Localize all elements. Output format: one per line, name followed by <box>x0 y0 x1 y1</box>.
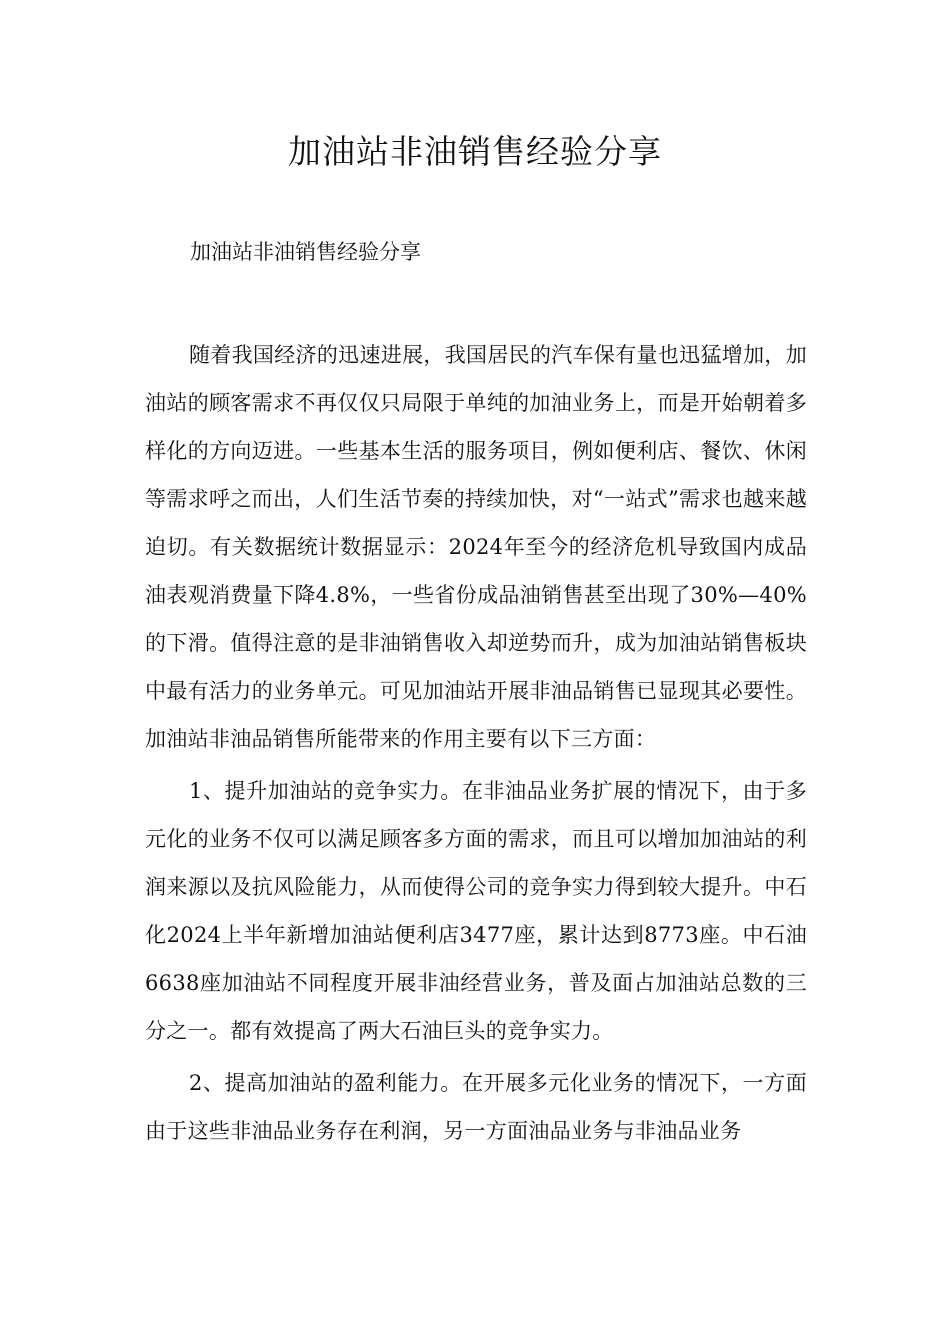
document-title: 加油站非油销售经验分享 <box>288 132 662 171</box>
paragraph-point-2: 2、提高加油站的盈利能力。在开展多元化业务的情况下，一方面由于这些非油品业务存在利润，另一方面油品业务与非油品业务 <box>145 1071 807 1143</box>
paragraph-intro: 随着我国经济的迅速进展，我国居民的汽车保有量也迅猛增加，加油站的顾客需求不再仅仅只局限于单纯的加油业务上，而是开始朝着多样化的方向迈进。一些基本生活的服务项目，例如便利店、餐饮、休闲等需求呼之而出，人们生活节奏的持续加快，对“一站式”需求也越来越迫切。有关数据统计数据显示：2024年至今的经济危机导致国内成品油表观消费量下降4.8%，一些省份成品油销售甚至出现了30%—40%的下滑。值得注意的是非油销售收入却逆势而升，成为加油站销售板块中最有活力的业务单元。可见加油站开展非油品销售已显现其必要性。加油站非油品销售所能带来的作用主要有以下三方面： <box>145 343 807 751</box>
document-subtitle: 加油站非油销售经验分享 <box>190 240 421 264</box>
document-body <box>145 331 807 1155</box>
paragraph-point-1: 1、提升加油站的竞争实力。在非油品业务扩展的情况下，由于多元化的业务不仅可以满足顾客多方面的需求，而且可以增加加油站的利润来源以及抗风险能力，从而使得公司的竞争实力得到较大提升。中石化2024上半年新增加油站便利店3477座，累计达到8773座。中石油6638座加油站不同程度开展非油经营业务，普及面占加油站总数的三分之一。都有效提高了两大石油巨头的竞争实力。 <box>145 779 807 1043</box>
